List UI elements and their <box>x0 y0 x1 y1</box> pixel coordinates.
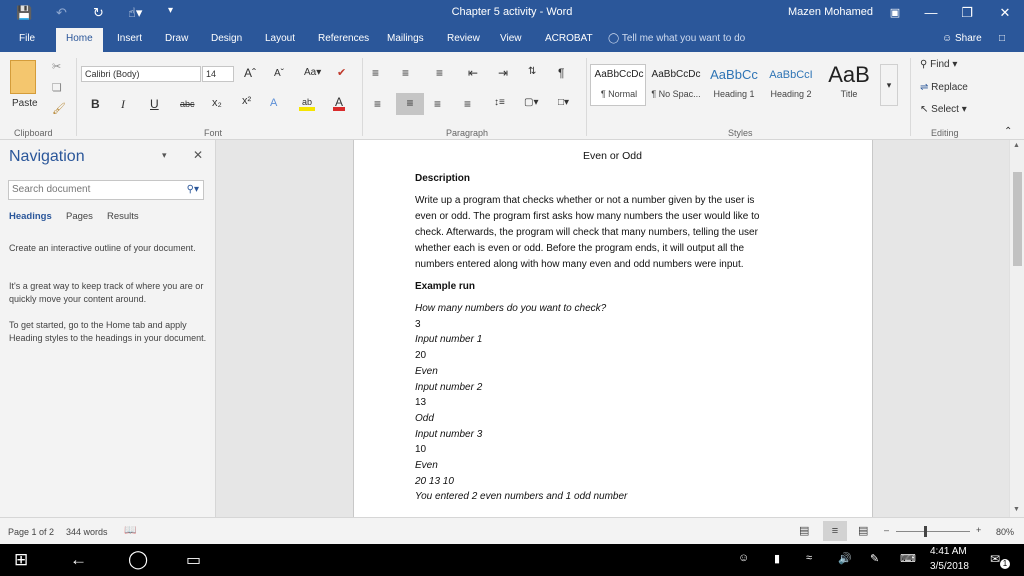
zoom-in-icon[interactable]: + <box>976 525 982 535</box>
description-line: even or odd. The program first asks how many numbers the user would like to <box>415 211 760 222</box>
format-painter-icon[interactable]: 🖌 <box>52 103 66 115</box>
replace-label: Replace <box>931 82 968 93</box>
save-icon[interactable]: 💾 <box>16 5 33 20</box>
align-left-icon[interactable]: ≡ <box>374 97 382 111</box>
tab-design[interactable]: Design <box>211 33 243 44</box>
tab-results[interactable]: Results <box>107 211 139 222</box>
page-count[interactable]: Page 1 of 2 <box>8 527 55 537</box>
multilevel-list-icon[interactable]: ≡ <box>436 66 444 80</box>
ribbon-separator <box>362 58 363 136</box>
shrink-font-icon[interactable]: Aˇ <box>274 68 284 79</box>
scroll-thumb[interactable] <box>1013 172 1022 266</box>
user-name[interactable]: Mazen Mohamed <box>788 6 873 18</box>
tab-insert[interactable]: Insert <box>117 33 143 44</box>
style-sample: AaBbCcDc <box>594 69 644 80</box>
search-icon[interactable]: ⚲▾ <box>186 184 199 195</box>
nav-help-text: Create an interactive outline of your document. <box>9 243 196 253</box>
description-line: numbers entered along with how many even and odd numbers were input. <box>415 259 744 270</box>
tab-layout[interactable]: Layout <box>265 33 296 44</box>
navigation-pane <box>0 140 216 517</box>
zoom-level[interactable]: 80% <box>996 527 1015 537</box>
proofing-icon[interactable]: 📖 <box>124 525 137 536</box>
comments-icon[interactable]: □ <box>999 33 1006 44</box>
cortana-icon[interactable]: ◯ <box>128 549 149 569</box>
example-line: 10 <box>415 444 427 456</box>
example-line: Odd <box>415 412 434 424</box>
scroll-down-icon[interactable]: ▼ <box>1013 506 1020 513</box>
zoom-slider[interactable] <box>896 531 970 532</box>
restore-icon[interactable]: ❐ <box>961 5 973 20</box>
cursor-icon: ↖ <box>920 104 929 115</box>
share-label: Share <box>955 33 982 44</box>
print-layout-icon[interactable]: ≡ <box>823 521 847 541</box>
ribbon-display-icon[interactable]: ▣ <box>889 7 901 19</box>
tab-mailings[interactable]: Mailings <box>387 33 424 44</box>
example-line: Input number 1 <box>415 334 483 346</box>
back-arrow-icon[interactable]: ← <box>70 550 87 569</box>
people-icon[interactable]: ☺ <box>738 552 750 564</box>
paste-icon[interactable] <box>10 60 36 94</box>
document-page[interactable] <box>353 140 873 517</box>
share-button[interactable] <box>942 33 982 44</box>
cut-icon[interactable]: ✂ <box>52 61 62 73</box>
example-line: Input number 3 <box>415 428 483 440</box>
select-label: Select <box>931 104 959 115</box>
read-mode-icon[interactable]: ▤ <box>799 525 810 537</box>
style-name: Heading 2 <box>770 89 812 99</box>
tab-home[interactable]: Home <box>56 28 103 52</box>
style-heading-2[interactable] <box>762 64 820 106</box>
find-button[interactable]: ⚲ Find ▾ <box>920 59 958 70</box>
shading-icon[interactable]: ▢▾ <box>524 97 539 108</box>
example-line: Even <box>415 365 438 377</box>
sort-icon[interactable]: ⇅ <box>528 66 537 77</box>
example-line: You entered 2 even numbers and 1 odd number <box>415 491 628 503</box>
example-heading: Example run <box>415 281 476 292</box>
numbering-icon[interactable]: ≡ <box>402 66 410 80</box>
style-heading-1[interactable] <box>705 64 763 106</box>
style-sample: AaBbCcDc <box>651 69 701 80</box>
touch-mode-icon[interactable]: ☝▾ <box>128 5 143 20</box>
highlight-icon[interactable]: ab <box>299 97 315 111</box>
style-name: Title <box>840 89 858 99</box>
ribbon-separator <box>76 58 77 136</box>
volume-icon[interactable]: 🔊 <box>838 553 852 565</box>
nav-options-icon[interactable]: ▾ <box>162 150 167 160</box>
tab-references[interactable]: References <box>318 33 370 44</box>
group-paragraph-label: Paragraph <box>446 128 489 138</box>
example-line: 20 13 10 <box>415 475 454 487</box>
group-clipboard-label: Clipboard <box>14 128 53 138</box>
example-line: 20 <box>415 350 427 362</box>
description-line: whether each is even or odd. Before the program ends, it will output all the <box>415 243 745 254</box>
undo-icon[interactable]: ↶ <box>56 5 67 20</box>
notification-count-badge: 1 <box>1000 559 1010 569</box>
tell-me-box[interactable] <box>608 33 745 44</box>
tab-file[interactable]: File <box>19 33 36 44</box>
vertical-scrollbar[interactable] <box>1009 140 1024 517</box>
style-sample: AaBbCcI <box>769 69 813 81</box>
word-count[interactable]: 344 words <box>66 527 108 537</box>
ribbon-tabs <box>0 26 1024 52</box>
example-line: Even <box>415 460 438 471</box>
font-color-icon[interactable]: A <box>334 95 343 109</box>
style-sample: AaBbCc <box>710 67 758 82</box>
window-title: Chapter 5 activity - Word <box>451 6 573 18</box>
ribbon <box>0 52 1024 140</box>
paste-button[interactable]: Paste <box>12 98 38 109</box>
style-no-spacing[interactable] <box>647 64 705 106</box>
example-line: How many numbers do you want to check? <box>415 303 607 314</box>
clock-time[interactable]: 4:41 AM <box>930 546 967 557</box>
italic-icon[interactable]: I <box>121 97 125 111</box>
tab-review[interactable]: Review <box>447 33 480 44</box>
superscript-icon[interactable]: x² <box>242 95 252 107</box>
wifi-icon[interactable]: ≈ <box>806 552 813 564</box>
lightbulb-icon: ◯ <box>608 33 620 44</box>
tab-acrobat[interactable]: ACROBAT <box>545 33 593 44</box>
tab-pages[interactable]: Pages <box>66 211 93 222</box>
navigation-title: Navigation <box>9 148 85 165</box>
increase-indent-icon[interactable]: ⇥ <box>498 66 509 80</box>
justify-icon[interactable]: ≡ <box>464 97 472 111</box>
document-area[interactable] <box>216 140 1009 517</box>
action-center-icon[interactable]: ✉ <box>990 552 1001 566</box>
zoom-slider-handle[interactable] <box>924 526 927 537</box>
style-name: ¶ No Spac... <box>651 89 701 99</box>
web-layout-icon[interactable]: ▤ <box>858 525 869 537</box>
bullets-icon[interactable]: ≡ <box>372 66 380 80</box>
taskbar <box>0 544 1024 576</box>
align-center-icon[interactable]: ≡ <box>396 93 424 115</box>
person-icon: ☺ <box>942 33 953 44</box>
zoom-out-icon[interactable]: – <box>884 525 890 535</box>
replace-button[interactable] <box>920 82 968 93</box>
collapse-ribbon-icon[interactable]: ⌃ <box>1004 126 1013 137</box>
style-name: Heading 1 <box>713 89 755 99</box>
clear-formatting-icon[interactable]: ✔ <box>337 67 347 79</box>
description-heading: Description <box>415 173 471 184</box>
styles-more-icon[interactable]: ▾ <box>880 64 898 106</box>
style-sample: AaB <box>828 64 870 86</box>
font-size-select[interactable]: 14 <box>202 66 234 82</box>
group-editing-label: Editing <box>931 128 959 138</box>
show-formatting-icon[interactable]: ¶ <box>558 66 565 80</box>
nav-help-text: It's a great way to keep track of where you are or quickly move your content around. <box>9 281 204 304</box>
tab-view[interactable]: View <box>500 33 522 44</box>
grow-font-icon[interactable]: Aˆ <box>244 66 256 80</box>
select-button[interactable]: ↖ Select ▾ <box>920 104 967 115</box>
close-icon[interactable]: ✕ <box>999 5 1011 20</box>
example-line: Input number 2 <box>415 381 483 393</box>
subscript-icon[interactable]: x₂ <box>212 97 222 109</box>
underline-icon[interactable]: U <box>150 97 159 111</box>
replace-icon: ⇌ <box>920 82 929 93</box>
nav-help-text: To get started, go to the Home tab and apply Heading styles to the headings in your document. <box>9 320 207 343</box>
tab-headings[interactable]: Headings <box>9 211 52 222</box>
task-view-icon[interactable]: ▭ <box>186 552 202 569</box>
group-styles-label: Styles <box>728 128 753 138</box>
tab-draw[interactable]: Draw <box>165 33 189 44</box>
tablet-mode-icon[interactable]: ▮ <box>774 553 781 565</box>
description-line: Write up a program that checks whether or not a number given by the user is <box>415 195 755 206</box>
style-name: ¶ Normal <box>600 89 638 99</box>
group-font-label: Font <box>204 128 223 138</box>
style-normal[interactable] <box>590 64 648 106</box>
borders-icon[interactable]: □▾ <box>558 97 570 108</box>
tell-me-text: Tell me what you want to do <box>621 33 746 44</box>
ribbon-separator <box>586 58 587 136</box>
description-line: check. Afterwards, the program will check that many numbers, telling the user <box>415 227 758 238</box>
ribbon-separator <box>910 58 911 136</box>
scroll-up-icon[interactable]: ▲ <box>1013 142 1020 149</box>
status-bar <box>0 517 1024 544</box>
close-icon[interactable]: ✕ <box>193 148 204 162</box>
strikethrough-icon[interactable]: abc <box>180 99 195 109</box>
minimize-icon[interactable]: — <box>924 5 938 20</box>
title-bar <box>0 0 1024 26</box>
align-right-icon[interactable]: ≡ <box>434 97 442 111</box>
font-name-select[interactable]: Calibri (Body) <box>81 66 201 82</box>
copy-icon[interactable]: ❏ <box>52 82 62 94</box>
find-label: Find <box>930 59 950 70</box>
example-line: 3 <box>415 318 421 330</box>
keyboard-icon[interactable]: ⌨ <box>900 553 916 565</box>
example-line: 13 <box>415 397 427 409</box>
pen-icon[interactable]: ✎ <box>870 553 880 565</box>
redo-icon[interactable]: ↻ <box>93 5 104 20</box>
style-title[interactable] <box>820 64 878 106</box>
search-icon: ⚲ <box>920 59 928 70</box>
text-effects-icon[interactable]: A <box>270 97 278 109</box>
search-placeholder: Search document <box>12 184 91 195</box>
customize-qat-icon[interactable]: ▾ <box>168 5 174 16</box>
document-title: Even or Odd <box>583 150 642 162</box>
line-spacing-icon[interactable]: ↕≡ <box>494 97 505 108</box>
search-input[interactable] <box>8 180 204 200</box>
change-case-icon[interactable]: Aa▾ <box>304 67 322 78</box>
decrease-indent-icon[interactable]: ⇤ <box>468 66 479 80</box>
windows-start-icon[interactable]: ⊞ <box>14 550 29 569</box>
clock-date[interactable]: 3/5/2018 <box>930 561 969 572</box>
bold-icon[interactable]: B <box>91 97 100 111</box>
